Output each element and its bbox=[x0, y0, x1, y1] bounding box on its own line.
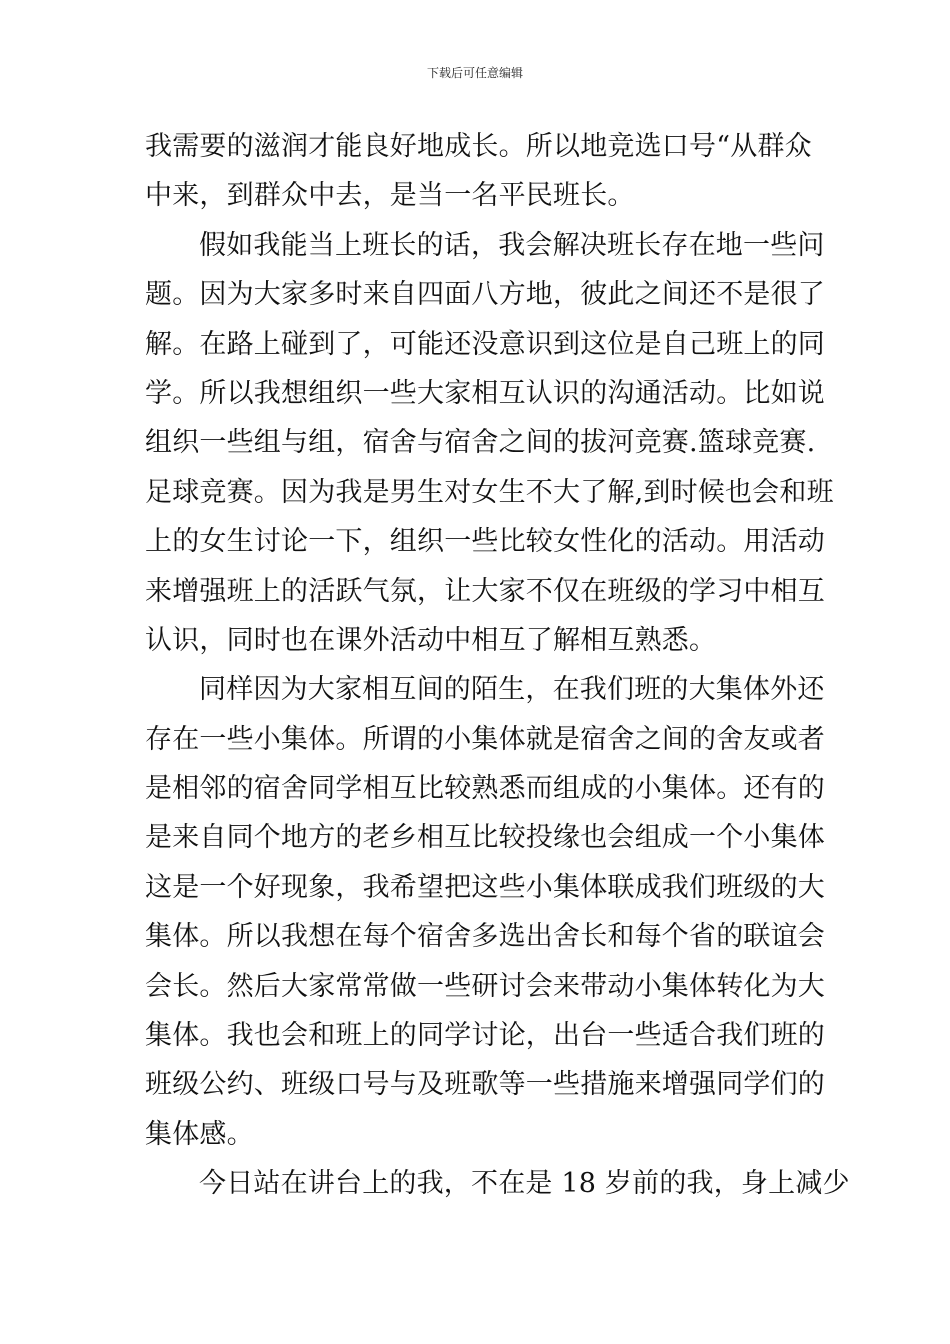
paragraph-start-line: 同样因为大家相互间的陌生，在我们班的大集体外还 bbox=[199, 674, 825, 706]
text-line: 上的女生讨论一下，组织一些比较女性化的活动。用活动 bbox=[145, 526, 825, 558]
text-line: 会长。然后大家常常做一些研讨会来带动小集体转化为大 bbox=[145, 970, 825, 1002]
text-line: 来增强班上的活跃气氛，让大家不仅在班级的学习中相互 bbox=[145, 575, 825, 607]
text-line: 集体感。 bbox=[145, 1118, 254, 1150]
text-line: 认识，同时也在课外活动中相互了解相互熟悉。 bbox=[145, 624, 717, 656]
text-line: 是相邻的宿舍同学相互比较熟悉而组成的小集体。还有的 bbox=[145, 773, 825, 805]
text-line: 集体。我也会和班上的同学讨论，出台一些适合我们班的 bbox=[145, 1020, 825, 1052]
paragraph-start-line: 今日站在讲台上的我，不在是 18 岁前的我，身上减少 bbox=[199, 1168, 850, 1200]
text-line: 中来，到群众中去，是当一名平民班长。 bbox=[145, 180, 635, 212]
text-line: 是来自同个地方的老乡相互比较投缘也会组成一个小集体 bbox=[145, 822, 825, 854]
document-body bbox=[145, 122, 850, 1209]
text-line: 解。在路上碰到了，可能还没意识到这位是自己班上的同 bbox=[145, 328, 825, 360]
page-header: 下载后可任意编辑 bbox=[426, 66, 523, 80]
text-line: 存在一些小集体。所谓的小集体就是宿舍之间的舍友或者 bbox=[145, 723, 825, 755]
text-line: 集体。所以我想在每个宿舍多选出舍长和每个省的联谊会 bbox=[145, 921, 825, 953]
text-line: 组织一些组与组，宿舍与宿舍之间的拔河竞赛.篮球竞赛. bbox=[145, 427, 816, 459]
text-line: 我需要的滋润才能良好地成长。所以地竞选口号“从群众 bbox=[145, 131, 812, 162]
text-line: 足球竞赛。因为我是男生对女生不大了解,到时候也会和班 bbox=[145, 476, 834, 508]
text-line: 这是一个好现象，我希望把这些小集体联成我们班级的大 bbox=[145, 871, 825, 903]
text-line: 学。所以我想组织一些大家相互认识的沟通活动。比如说 bbox=[145, 377, 825, 409]
paragraph-start-line: 假如我能当上班长的话，我会解决班长存在地一些问 bbox=[199, 229, 825, 261]
text-line: 班级公约、班级口号与及班歌等一些措施来增强同学们的 bbox=[145, 1069, 825, 1101]
text-line: 题。因为大家多时来自四面八方地，彼此之间还不是很了 bbox=[145, 279, 825, 311]
